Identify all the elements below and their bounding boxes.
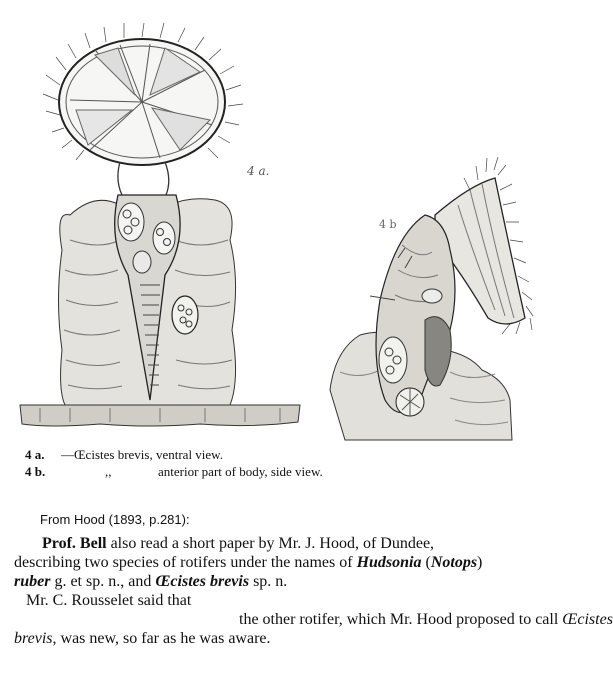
caption-ditto-mark: ,, xyxy=(105,464,112,479)
quote-line-6 xyxy=(14,629,584,648)
figure-label-4a: 4 a. xyxy=(247,164,270,178)
quote-text: the other rotifer, which Mr. Hood proposed to call xyxy=(239,611,563,628)
quote-text: ) xyxy=(477,554,483,571)
source-citation: From Hood (1893, p.281): xyxy=(40,512,190,527)
figure-label-4b: 4 b xyxy=(379,218,397,231)
caption-line-4b xyxy=(25,463,323,480)
quote-line-4 xyxy=(14,591,584,610)
caption-text-4a: —Œcistes brevis, ventral view. xyxy=(61,447,223,462)
caption-number-4a: 4 a. xyxy=(25,447,45,462)
quote-text: ( xyxy=(421,554,431,571)
figure-4b-drawing xyxy=(330,157,533,440)
speaker-name: Prof. Bell xyxy=(42,535,107,552)
species-name: Œcistes brevis xyxy=(155,573,250,590)
quote-line-5 xyxy=(14,610,613,629)
species-name: ruber xyxy=(14,573,51,590)
caption-number-4b: 4 b. xyxy=(25,464,46,479)
quote-text: , was new, so far as he was aware. xyxy=(52,630,271,647)
genus-name: Œcistes xyxy=(562,611,613,628)
quote-text: g. et sp. n., and xyxy=(50,573,156,590)
quote-text: sp. n. xyxy=(249,573,288,590)
caption-text-4b: anterior part of body, side view. xyxy=(158,464,323,479)
quote-line-3 xyxy=(14,572,584,591)
quoted-passage xyxy=(14,534,613,648)
species-name: brevis xyxy=(14,630,53,647)
quote-line-1 xyxy=(14,534,584,553)
caption-line-4a xyxy=(25,446,223,463)
quote-text: also read a short paper by Mr. J. Hood, of Dundee, xyxy=(106,535,435,552)
figure-caption xyxy=(25,446,323,480)
quote-text: describing two species of rotifers under the names of xyxy=(14,554,357,571)
figure-4a-drawing xyxy=(20,23,300,426)
quote-line-2 xyxy=(14,553,584,572)
genus-name: Hudsonia xyxy=(356,554,422,571)
quote-text: Mr. C. Rousselet said that xyxy=(26,592,192,609)
genus-name: Notops xyxy=(430,554,478,571)
